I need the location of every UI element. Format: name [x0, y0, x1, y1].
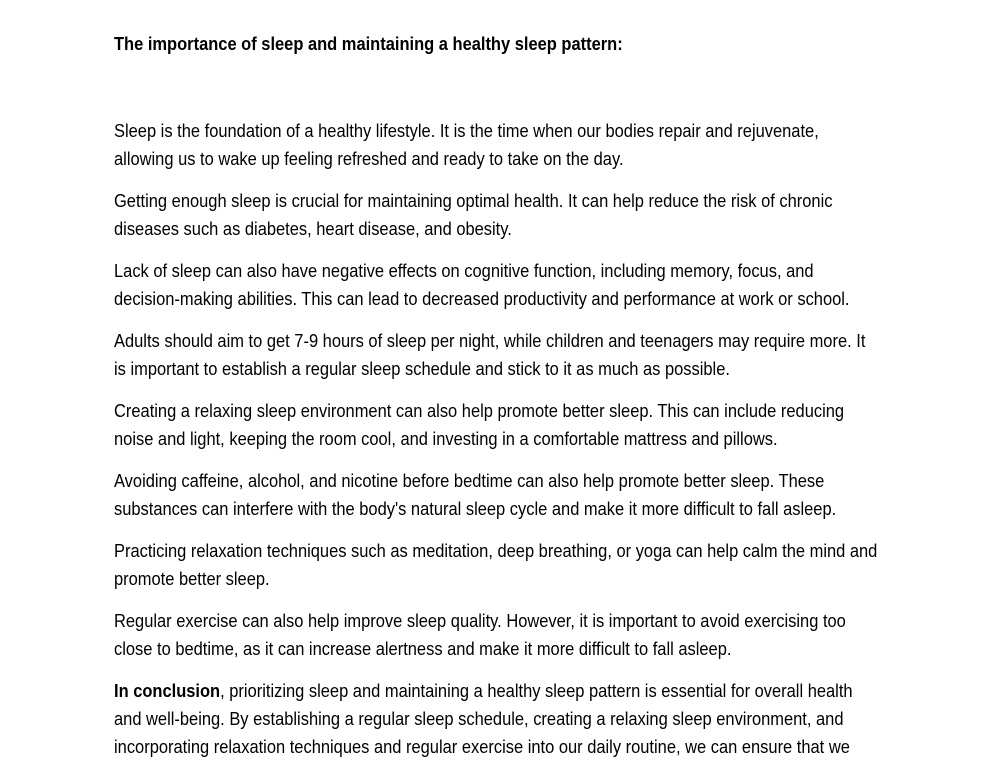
- paragraph-line: [114, 677, 897, 705]
- paragraph-line: substances can interfere with the body's natural sleep cycle and make it more difficult to fall asleep.: [114, 498, 837, 519]
- paragraph-line: promote better sleep.: [114, 568, 270, 589]
- paragraph-line: Avoiding caffeine, alcohol, and nicotine before bedtime can also help promote better sleep. These: [114, 470, 825, 491]
- paragraph-line: Adults should aim to get 7-9 hours of sleep per night, while children and teenagers may require more. It: [114, 330, 866, 351]
- paragraph-line: Getting enough sleep is crucial for maintaining optimal health. It can help reduce the risk of chronic: [114, 190, 833, 211]
- paragraph: [114, 327, 897, 383]
- paragraph-line: Practicing relaxation techniques such as meditation, deep breathing, or yoga can help calm the mind and: [114, 540, 878, 561]
- paragraph-line: is important to establish a regular sleep schedule and stick to it as much as possible.: [114, 358, 730, 379]
- paragraph-line: incorporating relaxation techniques and regular exercise into our daily routine, we can ensure that we: [114, 736, 850, 757]
- paragraph-list: [114, 117, 897, 663]
- document-body: [114, 30, 897, 775]
- paragraph-line: noise and light, keeping the room cool, and investing in a comfortable mattress and pillows.: [114, 428, 778, 449]
- paragraph: [114, 607, 897, 663]
- paragraph-line: decision-making abilities. This can lead to decreased productivity and performance at work or school.: [114, 288, 850, 309]
- paragraph-line: diseases such as diabetes, heart disease, and obesity.: [114, 218, 512, 239]
- paragraph-line: Sleep is the foundation of a healthy lifestyle. It is the time when our bodies repair and rejuvenate,: [114, 120, 819, 141]
- conclusion-paragraph: [114, 677, 897, 761]
- paragraph: [114, 257, 897, 313]
- paragraph-line: allowing us to wake up feeling refreshed and ready to take on the day.: [114, 148, 624, 169]
- paragraph-line: Regular exercise can also help improve sleep quality. However, it is important to avoid exercising too: [114, 610, 846, 631]
- paragraph: [114, 467, 897, 523]
- document-title: The importance of sleep and maintaining a healthy sleep pattern:: [114, 33, 623, 54]
- paragraph-line: close to bedtime, as it can increase alertness and make it more difficult to fall asleep.: [114, 638, 732, 659]
- conclusion-lead: In conclusion: [114, 680, 221, 701]
- paragraph-line: Lack of sleep can also have negative effects on cognitive function, including memory, focus, and: [114, 260, 814, 281]
- paragraph: [114, 187, 897, 243]
- paragraph: [114, 537, 897, 593]
- paragraph: [114, 397, 897, 453]
- conclusion-first-line: , prioritizing sleep and maintaining a healthy sleep pattern is essential for overall health: [220, 680, 853, 701]
- paragraph-line: and well-being. By establishing a regular sleep schedule, creating a relaxing sleep environment, and: [114, 708, 844, 729]
- paragraph: [114, 117, 897, 173]
- paragraph-line: Creating a relaxing sleep environment can also help promote better sleep. This can include reducing: [114, 400, 845, 421]
